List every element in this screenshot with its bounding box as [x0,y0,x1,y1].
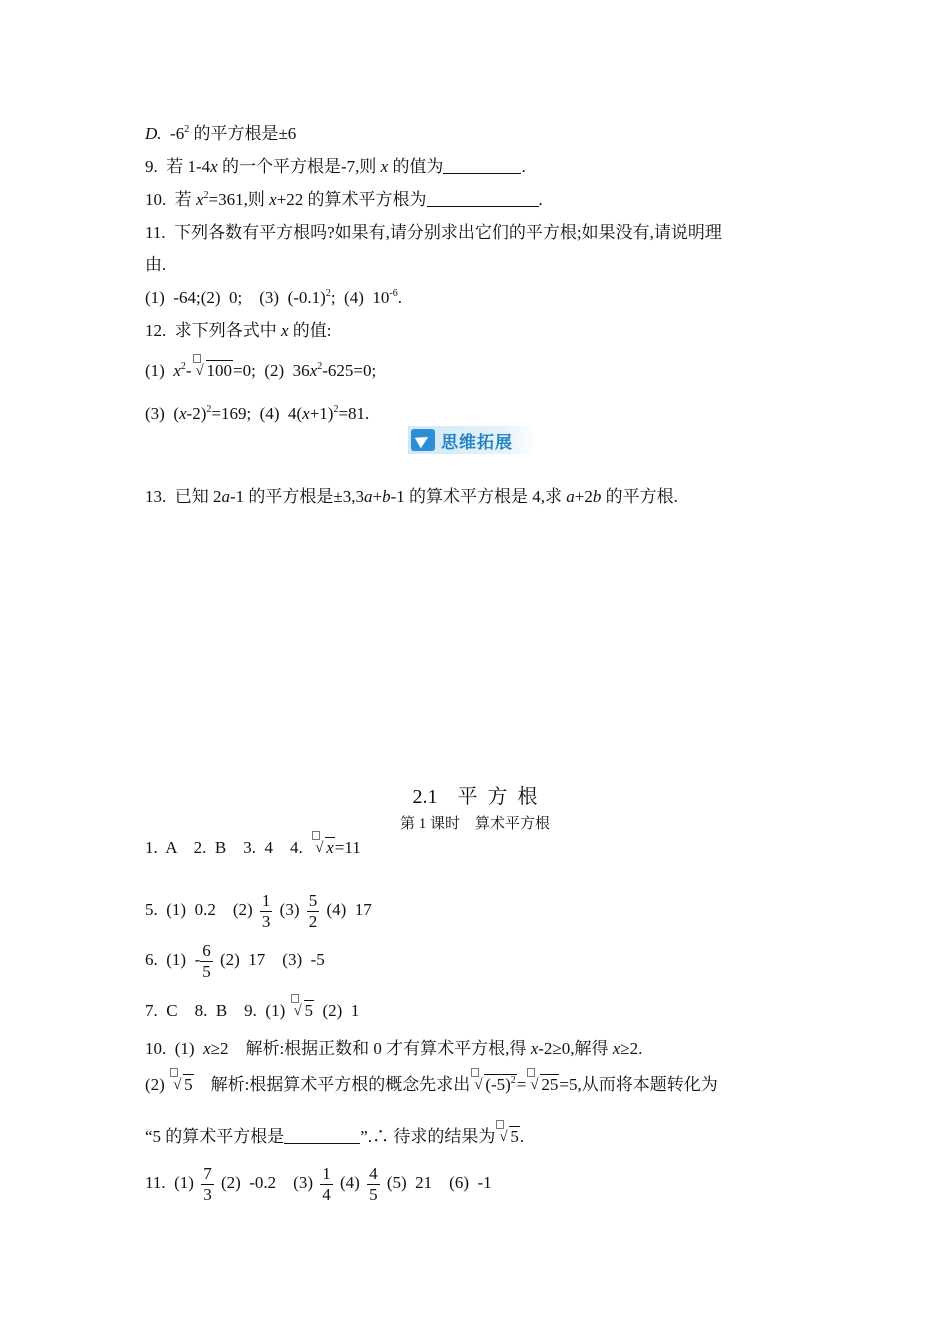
fraction: $\frac{7}{3}$ [203,1163,212,1204]
banner-title: 思维拓展 [441,432,513,453]
answer-blank[interactable] [284,1128,360,1144]
question-12-part1: (1) $x^2-$ √ 100=0; (2) $36x^2-625=0$; [145,360,376,382]
cube-root: √ x [311,837,335,859]
fraction: $\frac{5}{2}$ [308,890,318,931]
answer-blank[interactable] [443,158,521,174]
answer-10-1: 10. (1) x≥2 解析:根据正数和 0 才有算术平方根,得 x-2≥0,解得 x≥2. [145,1039,643,1058]
answer-10-2: (2) √ 5 解析:根据算术平方根的概念先求出 √ $(-5)^2=$ √ 25=5,从而将本题转化为 [145,1074,718,1096]
question-13: 13. 已知 2a-1 的平方根是±3,3a+b-1 的算术平方根是 4,求 a+2b 的平方根. [145,487,678,506]
fraction: $\frac{1}{4}$ [322,1163,331,1204]
cube-root: √ 100 [192,360,234,382]
answer-5: 5. (1) 0.2 (2) $\frac{1}{3}$ (3) $\frac{5}{2}$ (4) 17 [145,890,372,931]
section-title: 2.1 平 方 根 [412,786,538,808]
answer-7-9: 7. C 8. B 9. (1) √ 5 (2) 1 [145,1000,359,1022]
fraction: $\frac{6}{5}$ [202,940,211,981]
cube-root: √ 5 [169,1074,194,1096]
option-d: D. $-6^2$ 的平方根是±6 [145,124,297,143]
section-banner [408,426,538,454]
answer-10-3: “5 的算术平方根是 ”.∴ 待求的结果为 √ 5. [145,1126,524,1148]
question-11-items: (1) -64;(2) 0; (3) $(-0.1)^2$; (4) $10^{-6}$. [145,288,402,307]
question-9: 9. 若 1-4x 的一个平方根是-7,则 x 的值为 . [145,157,526,176]
question-11: 11. 下列各数有平方根吗?如果有,请分别求出它们的平方根;如果没有,请说明理 [145,223,722,242]
question-12-part3: (3) $(x-2)^2=169$; (4) $4(x+1)^2=81$. [145,404,370,423]
answer-1-4: 1. A 2. B 3. 4 4. √ x=11 [145,837,361,859]
question-12: 12. 求下列各式中 x 的值: [145,321,332,340]
lesson-title: 第 1 课时 算术平方根 [399,816,550,832]
answer-11: 11. (1) $\frac{7}{3}$ (2) -0.2 (3) $\frac{1}{4}$ (4) $\frac{4}{5}$ (5) 21 (6) -1 [145,1163,492,1204]
cube-root: √ 25 [526,1074,559,1096]
pencil-icon [411,429,435,451]
answer-blank[interactable] [427,191,539,207]
question-11-cont: 由. [145,255,167,274]
fraction: $\frac{4}{5}$ [369,1163,378,1204]
cube-root: √ 5 [495,1126,520,1148]
cube-root: √ 5 [290,1000,315,1022]
answer-6: 6. (1) - $\frac{6}{5}$ (2) 17 (3) -5 [145,940,325,981]
question-10: 10. 若 $x^2=361$,则 x+22 的算术平方根为 . [145,190,543,209]
cube-root: √ $(-5)^2$ [470,1074,516,1096]
fraction: $\frac{1}{3}$ [261,890,271,931]
